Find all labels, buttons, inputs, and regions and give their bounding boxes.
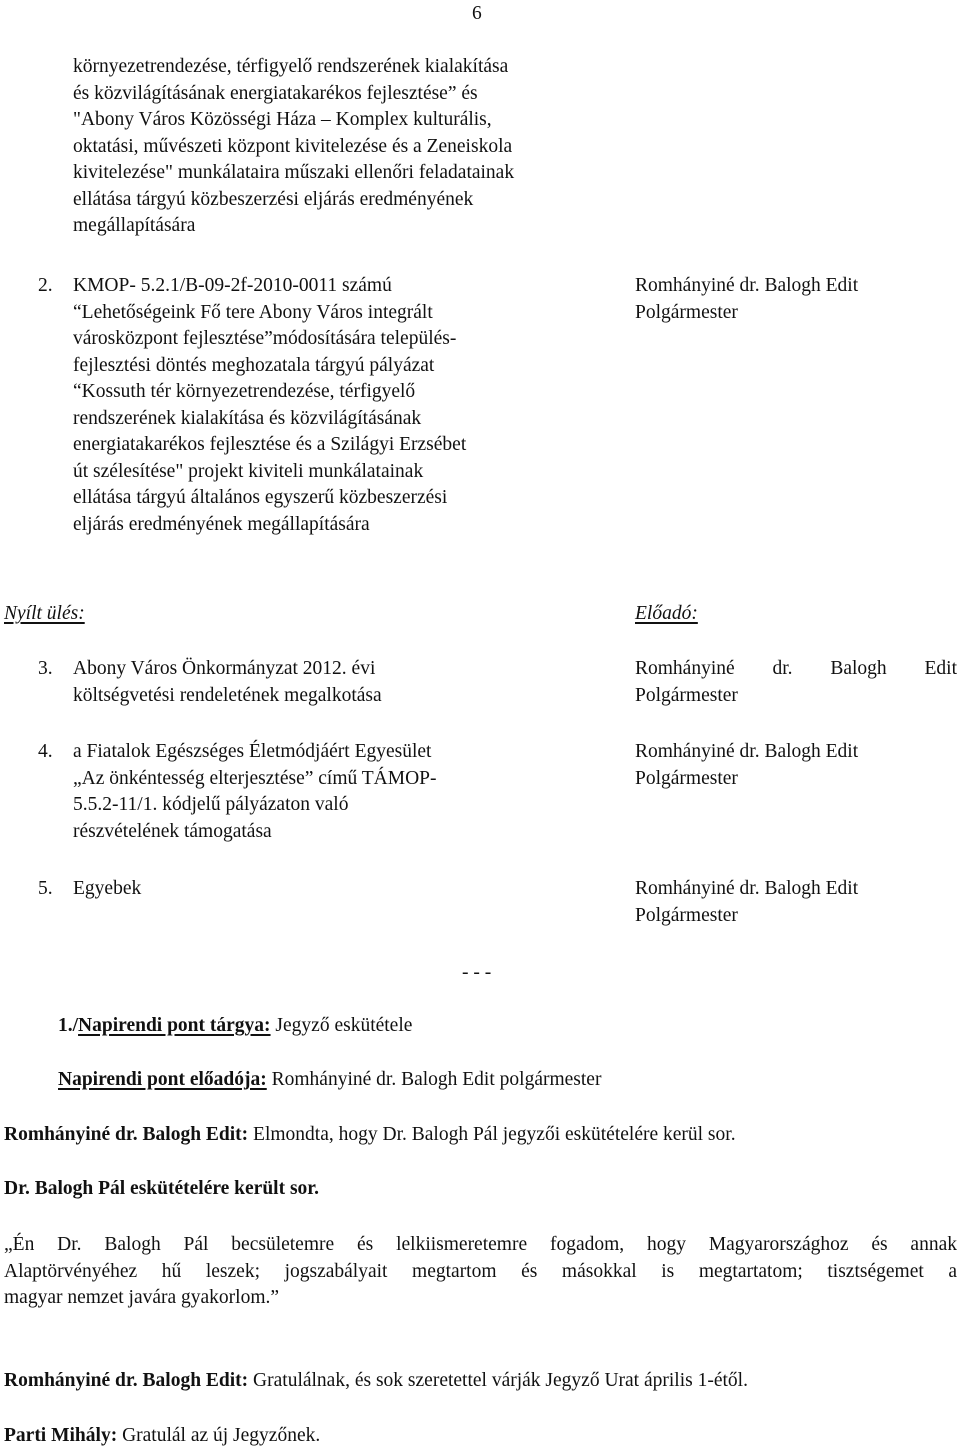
speaker-name: Parti Mihály:	[4, 1425, 118, 1446]
agenda-item-2-text	[73, 273, 466, 538]
item1-line: ellátása tárgyú közbeszerzési eljárás eredményének	[73, 188, 474, 210]
item1-line: kivitelezése" munkálataira műszaki ellenőri feladatainak	[73, 162, 515, 183]
item4-line: 5.5.2-11/1. kódjelű pályázaton való	[73, 794, 349, 815]
presenter-role: Polgármester	[635, 684, 738, 706]
agenda-subject-label: Napirendi pont tárgya:	[78, 1015, 271, 1036]
item3-line: Abony Város Önkormányzat 2012. évi	[73, 658, 376, 679]
statement-text: Gratulálnak, és sok szeretettel várják Jegyző Urat április 1-étől.	[253, 1370, 748, 1391]
agenda-item-5-number: 5.	[38, 878, 53, 899]
item4-line: „Az önkéntesség elterjesztése” című TÁMOP-	[73, 767, 437, 789]
agenda-item-3-text	[73, 656, 382, 709]
agenda-item-4-presenter	[635, 739, 858, 792]
item1-line: és közvilágításának energiatakarékos fejlesztése” és	[73, 82, 478, 104]
speaker-name: Romhányiné dr. Balogh Edit:	[4, 1124, 249, 1145]
oath-line: magyar nemzet javára gyakorlom.”	[4, 1287, 280, 1308]
item2-line: “Lehetőségeink Fő tere Abony Város integrált	[73, 301, 433, 323]
item2-line: fejlesztési döntés meghozatala tárgyú pályázat	[73, 354, 435, 376]
agenda-subject-value: Jegyző eskütétele	[275, 1015, 413, 1036]
item2-line: városközpont fejlesztése”módosítására település-	[73, 328, 457, 349]
agenda-item-3-presenter	[635, 656, 957, 709]
presenter-name: Romhányiné dr. Balogh Edit	[635, 741, 859, 762]
item1-line: környezetrendezése, térfigyelő rendszerének kialakítása	[73, 56, 509, 77]
agenda-item-5-presenter	[635, 876, 858, 929]
statement-2: Dr. Balogh Pál eskütételére került sor.	[4, 1178, 320, 1199]
presenter-heading: Előadó:	[635, 603, 698, 624]
item1-line: megállapítására	[73, 215, 196, 236]
oath-line: „Én Dr. Balogh Pál becsületemre és lelkiismeretemre fogadom, hogy Magyarországhoz és annak	[4, 1234, 957, 1255]
oath-paragraph	[4, 1232, 957, 1312]
statement-4	[4, 1423, 320, 1450]
presenter-name: Romhányiné dr. Balogh Edit	[635, 658, 957, 679]
agenda-item-1-continuation	[73, 54, 514, 240]
item1-line: oktatási, művészeti központ kivitelezése és a Zeneiskola	[73, 135, 513, 157]
presenter-role: Polgármester	[635, 767, 738, 789]
agenda-subject-prefix: 1./	[58, 1015, 79, 1036]
agenda-item-2-presenter	[635, 273, 858, 326]
item2-line: rendszerének kialakítása és közvilágításának	[73, 407, 422, 429]
agenda-presenter-label: Napirendi pont előadója:	[58, 1069, 267, 1090]
speaker-name: Romhányiné dr. Balogh Edit:	[4, 1370, 249, 1391]
presenter-name: Romhányiné dr. Balogh Edit	[635, 275, 859, 296]
section-separator: - - -	[462, 962, 492, 983]
item2-line: út szélesítése" projekt kiviteli munkálatainak	[73, 460, 424, 482]
oath-line: Alaptörvényéhez hű leszek; jogszabályait megtartom és másokkal is megtartatom; tisztségemet a	[4, 1260, 957, 1282]
open-session-heading: Nyílt ülés:	[4, 603, 85, 624]
item4-line: részvételének támogatása	[73, 820, 272, 842]
agenda-item-4-text	[73, 739, 437, 845]
agenda-presenter	[58, 1067, 601, 1094]
statement-text: Gratulál az új Jegyzőnek.	[122, 1425, 321, 1446]
agenda-item-4-number: 4.	[38, 741, 53, 762]
item2-line: ellátása tárgyú általános egyszerű közbeszerzési	[73, 487, 448, 508]
item2-line: eljárás eredményének megállapítására	[73, 513, 370, 535]
presenter-name: Romhányiné dr. Balogh Edit	[635, 878, 859, 899]
presenter-role: Polgármester	[635, 904, 738, 926]
agenda-subject	[58, 1013, 412, 1040]
presenter-role: Polgármester	[635, 301, 738, 323]
item3-line: költségvetési rendeletének megalkotása	[73, 684, 382, 706]
item1-line: "Abony Város Közösségi Háza – Komplex kulturális,	[73, 109, 492, 130]
item2-line: “Kossuth tér környezetrendezése, térfigyelő	[73, 381, 416, 402]
agenda-item-2-number: 2.	[38, 275, 53, 296]
item2-line: energiatakarékos fejlesztése és a Szilágyi Erzsébet	[73, 434, 467, 455]
statement-3	[4, 1368, 748, 1395]
statement-1	[4, 1122, 736, 1149]
item2-line: KMOP- 5.2.1/B-09-2f-2010-0011 számú	[73, 275, 392, 296]
page-number: 6	[472, 3, 482, 24]
agenda-presenter-value: Romhányiné dr. Balogh Edit polgármester	[271, 1069, 602, 1090]
item4-line: a Fiatalok Egészséges Életmódjáért Egyesület	[73, 741, 432, 762]
agenda-item-3-number: 3.	[38, 658, 53, 679]
agenda-item-5-text: Egyebek	[73, 878, 142, 899]
statement-text: Elmondta, hogy Dr. Balogh Pál jegyzői eskütételére kerül sor.	[253, 1124, 736, 1145]
